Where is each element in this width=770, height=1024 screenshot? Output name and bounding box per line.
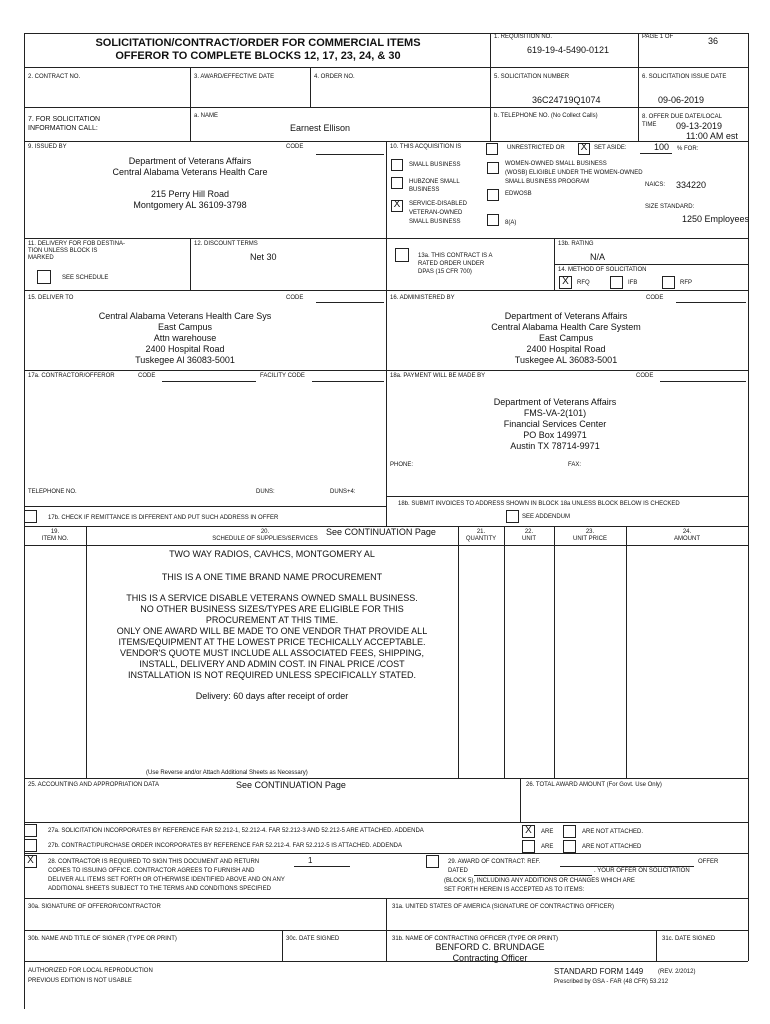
contract-no-label: 2. CONTRACT NO.: [28, 74, 81, 80]
rfp-checkbox[interactable]: [662, 276, 675, 289]
29-offer: OFFER: [698, 859, 719, 865]
administered-by-address: Department of Veterans Affairs Central Alabama Health Care System East Campus 2400 Hospital Road Tuskegee AL 36083-5001: [491, 311, 641, 365]
offeror-date-label: 30c. DATE SIGNED: [286, 936, 340, 942]
rating-label: 13b. RATING: [558, 241, 594, 247]
accounting-label: 25. ACCOUNTING AND APPROPRIATION DATA: [28, 782, 160, 788]
page-label: PAGE 1 OF: [642, 34, 674, 40]
rfq-mark: X: [562, 276, 569, 287]
accounting-continuation: See CONTINUATION Page: [236, 780, 346, 790]
col-amount: 24. AMOUNT: [674, 529, 700, 542]
name-label: a. NAME: [194, 113, 219, 119]
28-copies[interactable]: 1: [308, 856, 313, 865]
naics-label: NAICS:: [645, 182, 666, 188]
issue-date[interactable]: 09-06-2019: [658, 95, 705, 105]
27b-text: 27b. CONTRACT/PURCHASE ORDER INCORPORATES BY REFERENCE FAR 52.212-4. FAR 52.212-5 IS ATTACHED. ADDENDA: [48, 843, 402, 849]
requisition-no-label: 1. REQUISITION NO.: [494, 34, 553, 40]
29-checkbox[interactable]: [426, 855, 439, 868]
reverse-note: (Use Reverse and/or Attach Additional Sheets as Necessary): [146, 770, 308, 776]
page-total: 36: [708, 36, 719, 46]
footer-previous-edition: PREVIOUS EDITION IS NOT USABLE: [28, 978, 132, 984]
set-aside-label: SET ASIDE:: [594, 145, 627, 151]
rated-order-checkbox[interactable]: [395, 248, 409, 262]
27a-are-label: ARE: [541, 829, 554, 835]
27a-checkbox[interactable]: [24, 824, 37, 837]
offer-due-label: 8. OFFER DUE DATE/LOCAL TIME: [642, 114, 722, 128]
29-your-offer: . YOUR OFFER ON SOLICITATION: [594, 868, 690, 874]
naics-code[interactable]: 334220: [676, 180, 707, 190]
29-line1: 29. AWARD OF CONTRACT: REF.: [448, 859, 541, 865]
schedule-procurement-note: THIS IS A ONE TIME BRAND NAME PROCUREMENT: [161, 572, 383, 582]
28-mark: X: [27, 855, 34, 866]
schedule-delivery: Delivery: 60 days after receipt of order: [195, 691, 349, 701]
payment-fax-label: FAX:: [568, 462, 582, 468]
discount-terms-label: 12. DISCOUNT TERMS: [194, 241, 258, 247]
discount-terms[interactable]: Net 30: [250, 252, 277, 262]
col-item-no: 19. ITEM NO.: [41, 529, 69, 542]
small-business-checkbox[interactable]: [391, 159, 403, 171]
issued-by-address: Department of Veterans Affairs Central Alabama Veterans Health Care 215 Perry Hill Road Montgomery AL 36109-3798: [112, 156, 268, 210]
footer-prescribed: Prescribed by GSA - FAR (48 CFR) 53.212: [554, 979, 669, 985]
schedule-line-item: TWO WAY RADIOS, CAVHCS, MONTGOMERY AL: [169, 549, 375, 559]
27a-are-not-label: ARE NOT ATTACHED.: [582, 829, 644, 835]
27b-checkbox[interactable]: [24, 839, 37, 852]
contractor-label: 17a. CONTRACTOR/OFFEROR: [28, 373, 115, 379]
27b-are-label: ARE: [541, 844, 554, 850]
payment-by-address: Department of Veterans Affairs FMS-VA-2(101) Financial Services Center PO Box 149971 Austin TX 78714-9971: [493, 397, 617, 451]
administered-by-label: 16. ADMINISTERED BY: [390, 295, 455, 301]
col-schedule: 20. SCHEDULE OF SUPPLIES/SERVICES: [212, 529, 318, 542]
officer-title: Contracting Officer: [452, 953, 528, 963]
27b-are-not-label: ARE NOT ATTACHED: [582, 844, 642, 850]
footer-reproduction: AUTHORIZED FOR LOCAL REPRODUCTION: [28, 968, 153, 974]
for-info-label: 7. FOR SOLICITATION INFORMATION CALL:: [28, 116, 101, 132]
rating-value[interactable]: N/A: [590, 252, 606, 262]
facility-code-label: FACILITY CODE: [260, 373, 305, 379]
payment-by-label: 18a. PAYMENT WILL BE MADE BY: [390, 373, 486, 379]
officer-name: BENFORD C. BRUNDAGE: [435, 942, 545, 952]
issued-by-label: 9. ISSUED BY: [28, 144, 67, 150]
telephone-no-label: TELEPHONE NO.: [28, 489, 77, 495]
sdvosb-mark: X: [393, 199, 401, 210]
col-quantity: 21. QUANTITY: [465, 529, 497, 542]
award-date-label: 3. AWARD/EFFECTIVE DATE: [194, 74, 275, 80]
total-award-label: 26. TOTAL AWARD AMOUNT (For Govt. Use Only): [526, 782, 662, 788]
unrestricted-checkbox[interactable]: [486, 143, 498, 155]
signer-name-label: 30b. NAME AND TITLE OF SIGNER (TYPE OR PRINT): [28, 936, 177, 942]
form-top-border: [24, 33, 748, 34]
col-unit: 22. UNIT: [522, 529, 536, 542]
unrestricted-label: UNRESTRICTED OR: [507, 145, 565, 151]
wosb-label: WOMEN-OWNED SMALL BUSINESS (WOSB) ELIGIBLE UNDER THE WOMEN-OWNED SMALL BUSINESS PROGRAM: [505, 161, 643, 185]
form-title-line1: SOLICITATION/CONTRACT/ORDER FOR COMMERCIAL ITEMS: [95, 37, 421, 49]
solicitation-no-label: 5. SOLICITATION NUMBER: [494, 74, 570, 80]
eight-a-checkbox[interactable]: [487, 214, 499, 226]
27b-are-checkbox[interactable]: [522, 840, 535, 853]
issue-date-label: 6. SOLICITATION ISSUE DATE: [642, 74, 727, 80]
ifb-label: IFB: [628, 280, 638, 286]
size-standard-label: SIZE STANDARD:: [645, 204, 695, 210]
form-right-border: [748, 33, 749, 961]
wosb-checkbox[interactable]: [487, 162, 499, 174]
28-text-rest: COPIES TO ISSUING OFFICE. CONTRACTOR AGREES TO FURNISH AND DELIVER ALL ITEMS SET FORTH OR OTHERWISE IDENTIFIED ABOVE AND ON ANY ADDITIONAL SHEETS SUBJECT TO THE TERMS AND CONDITIONS SPECIFIED: [48, 868, 285, 892]
remittance-label: 17b. CHECK IF REMITTANCE IS DIFFERENT AND PUT SUCH ADDRESS IN OFFER: [48, 515, 279, 521]
telephone-label: b. TELEPHONE NO. (No Collect Calls): [494, 113, 598, 119]
signature-offeror-label: 30a. SIGNATURE OF OFFEROR/CONTRACTOR: [28, 904, 161, 910]
payment-phone-label: PHONE:: [390, 462, 414, 468]
order-no-label: 4. ORDER NO.: [314, 74, 355, 80]
sdvosb-label: SERVICE-DISABLED VETERAN-OWNED SMALL BUSINESS: [409, 201, 467, 225]
see-schedule-checkbox[interactable]: [37, 270, 51, 284]
payment-by-code-label: CODE: [636, 373, 654, 379]
27a-are-not-checkbox[interactable]: [563, 825, 576, 838]
29-dated: DATED: [448, 868, 468, 874]
schedule-continuation: See CONTINUATION Page: [326, 527, 436, 537]
see-schedule-label: SEE SCHEDULE: [62, 275, 109, 281]
footer-revision: (REV. 2/2012): [658, 969, 696, 975]
footer-form-number: STANDARD FORM 1449: [554, 967, 644, 976]
rfp-label: RFP: [680, 280, 692, 286]
hubzone-label: HUBZONE SMALL BUSINESS: [409, 179, 460, 193]
submit-invoices-label: 18b. SUBMIT INVOICES TO ADDRESS SHOWN IN BLOCK 18a UNLESS BLOCK BELOW IS CHECKED: [398, 501, 680, 507]
acquisition-label: 10. THIS ACQUISITION IS: [390, 144, 462, 150]
addendum-label: SEE ADDENDUM: [522, 514, 571, 520]
set-aside-percent[interactable]: 100: [654, 142, 670, 152]
method-label: 14. METHOD OF SOLICITATION: [558, 267, 647, 273]
deliver-to-code-label: CODE: [286, 295, 304, 301]
small-business-label: SMALL BUSINESS: [409, 162, 461, 168]
ifb-checkbox[interactable]: [610, 276, 623, 289]
duns4-label: DUNS+4:: [330, 489, 356, 495]
27b-are-not-checkbox[interactable]: [563, 840, 576, 853]
delivery-fob-label: 11. DELIVERY FOR FOB DESTINA- TION UNLESS BLOCK IS MARKED: [28, 241, 126, 261]
set-aside-for-label: % FOR:: [677, 146, 699, 152]
rated-order-label: 13a. THIS CONTRACT IS A RATED ORDER UNDER DPAS (15 CFR 700): [418, 253, 493, 275]
size-standard[interactable]: 1250 Employees: [682, 214, 750, 224]
edwosb-checkbox[interactable]: [487, 189, 499, 201]
27a-are-mark: X: [525, 825, 532, 836]
schedule-requirements: THIS IS A SERVICE DISABLE VETERANS OWNED SMALL BUSINESS. NO OTHER BUSINESS SIZES/TYPES ARE ELIGIBLE FOR THIS PROCUREMENT AT THIS TIME. ONLY ONE AWARD WILL BE MADE TO ONE VENDOR THAT PROVIDE ALL ITEMS/EQUIPMENT AT THE LOWEST PRICE TECHICALLY ACCEPTABLE. VENDOR'S QUOTE MUST INCLUDE ALL ASSOCIATED FEES, SHIPPING, INSTALL, DELIVERY AND ADMIN COST. IN FINAL PRICE /COST INSTALLATION IS NOT REQUIRED UNLESS SPECIFICALLY STATED.: [116, 593, 428, 680]
solicitation-no[interactable]: 36C24719Q1074: [532, 95, 601, 105]
remittance-checkbox[interactable]: [24, 510, 37, 523]
offer-due-date[interactable]: 09-13-2019: [676, 121, 723, 131]
contact-name[interactable]: Earnest Ellison: [290, 123, 351, 133]
deliver-to-label: 15. DELIVER TO: [28, 295, 74, 301]
administered-by-code-label: CODE: [646, 295, 664, 301]
hubzone-checkbox[interactable]: [391, 177, 403, 189]
offer-due-time[interactable]: 11:00 AM est: [686, 131, 738, 141]
edwosb-label: EDWOSB: [505, 191, 532, 197]
eight-a-label: 8(A): [505, 220, 517, 226]
col-unit-price: 23. UNIT PRICE: [573, 529, 607, 542]
28-text-line1: 28. CONTRACTOR IS REQUIRED TO SIGN THIS DOCUMENT AND RETURN: [48, 859, 260, 865]
duns-label: DUNS:: [256, 489, 275, 495]
addendum-checkbox[interactable]: [506, 510, 519, 523]
rfq-label: RFQ: [577, 280, 590, 286]
officer-date-label: 31c. DATE SIGNED: [662, 936, 716, 942]
29-text-rest: (BLOCK 5), INCLUDING ANY ADDITIONS OR CHANGES WHICH ARE SET FORTH HEREIN IS ACCEPTED AS TO ITEMS:: [444, 878, 635, 893]
deliver-to-address: Central Alabama Veterans Health Care Sys East Campus Attn warehouse 2400 Hospital Road Tuskegee Al 36083-5001: [98, 311, 272, 365]
issued-by-code-label: CODE: [286, 144, 304, 150]
set-aside-mark: X: [580, 142, 588, 153]
officer-name-label: 31b. NAME OF CONTRACTING OFFICER (TYPE OR PRINT): [392, 936, 559, 942]
requisition-no[interactable]: 619-19-4-5490-0121: [527, 45, 610, 55]
contractor-code-label: CODE: [138, 373, 156, 379]
27a-text: 27a. SOLICITATION INCORPORATES BY REFERENCE FAR 52.212-1, 52.212-4. FAR 52.212-3 AND 52.212-5 ARE ATTACHED. ADDENDA: [48, 828, 424, 834]
form-title-line2: OFFEROR TO COMPLETE BLOCKS 12, 17, 23, 24, & 30: [115, 50, 401, 62]
signature-officer-label: 31a. UNITED STATES OF AMERICA (SIGNATURE OF CONTRACTING OFFICER): [392, 904, 615, 910]
